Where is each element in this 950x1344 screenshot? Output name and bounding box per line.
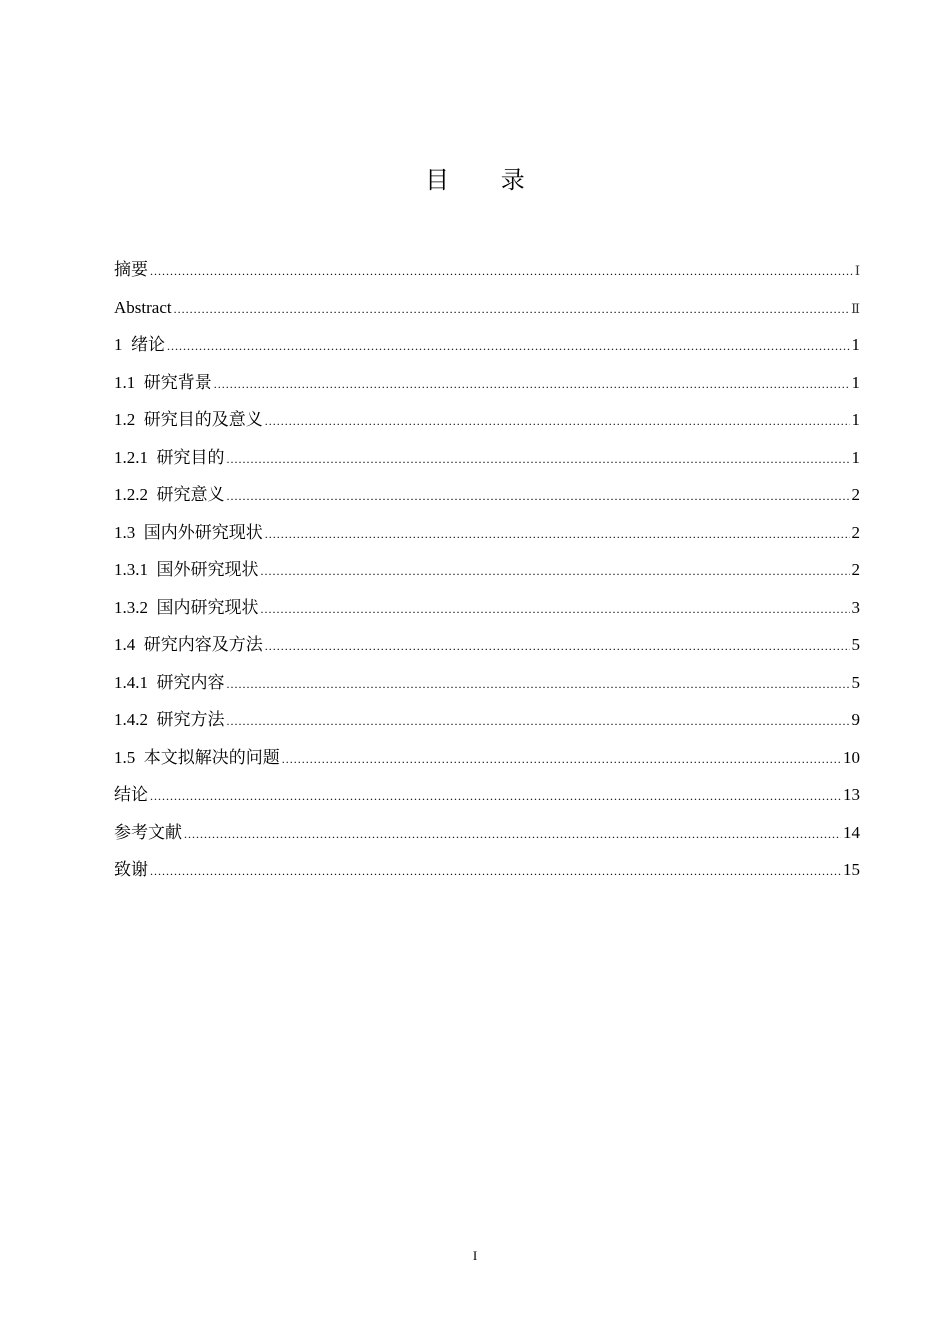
toc-entry[interactable] [114,558,860,596]
toc-entry[interactable] [114,483,860,521]
toc-entry-label: 结论 [114,785,148,804]
toc-entry-page: 10 [843,747,860,767]
toc-entry-page: 14 [843,822,860,842]
toc-entry[interactable] [114,333,860,371]
toc-entry-label: 1.4.2 研究方法 [114,710,225,729]
toc-entry[interactable] [114,446,860,484]
toc-leader-dots [227,447,850,471]
toc-entry-page: Ⅰ [854,263,860,278]
toc-entry-label: 1.2 研究目的及意义 [114,410,263,429]
toc-list [114,258,860,896]
toc-entry-label: 1.4 研究内容及方法 [114,635,263,654]
toc-entry-page: Ⅱ [851,300,860,316]
toc-entry-label: 1.4.1 研究内容 [114,672,225,692]
toc-entry-label: 1.2.2 研究意义 [114,485,225,504]
toc-leader-dots [174,297,850,321]
toc-leader-dots [227,709,850,733]
toc-leader-dots [227,672,850,696]
toc-leader-dots [150,784,841,808]
toc-entry-page: 1 [851,410,860,429]
toc-entry[interactable] [114,821,860,859]
toc-entry-label: 1.3.2 国内研究现状 [114,597,259,617]
toc-entry-page: 2 [851,560,860,579]
toc-leader-dots [167,334,850,358]
toc-entry[interactable] [114,596,860,634]
toc-entry-page: 15 [843,860,860,879]
toc-leader-dots [227,484,850,508]
toc-leader-dots [261,597,850,621]
toc-entry[interactable] [114,633,860,671]
toc-leader-dots [150,859,841,883]
toc-entry-page: 1 [851,335,860,354]
toc-leader-dots [265,634,850,658]
toc-entry-page: 3 [851,597,860,617]
toc-entry[interactable] [114,521,860,559]
toc-entry-page: 2 [851,485,860,504]
toc-entry-label: 1 绪论 [114,335,165,354]
toc-entry-page: 2 [851,522,860,542]
toc-leader-dots [150,259,853,283]
toc-title: 目 录 [425,166,547,194]
toc-entry-label: Abstract [114,297,172,317]
toc-entry-label: 1.3.1 国外研究现状 [114,560,259,579]
toc-entry-label: 致谢 [114,860,148,879]
toc-entry[interactable] [114,783,860,821]
toc-entry-page: 1 [851,372,860,392]
toc-entry-page: 13 [843,785,860,804]
toc-entry[interactable] [114,258,860,296]
toc-entry-page: 5 [851,635,860,654]
toc-entry-label: 1.5 本文拟解决的问题 [114,747,280,767]
toc-entry[interactable] [114,671,860,709]
toc-entry-page: 9 [851,710,860,729]
toc-entry[interactable] [114,746,860,784]
toc-entry[interactable] [114,296,860,334]
page-number: I [472,1248,478,1263]
toc-entry[interactable] [114,708,860,746]
toc-leader-dots [282,747,841,771]
toc-entry-label: 参考文献 [114,822,182,842]
toc-leader-dots [261,559,850,583]
toc-entry[interactable] [114,408,860,446]
toc-entry-page: 1 [851,447,860,467]
toc-leader-dots [184,822,841,846]
toc-entry[interactable] [114,858,860,896]
toc-entry-label: 1.2.1 研究目的 [114,447,225,467]
toc-entry-label: 摘要 [114,260,148,279]
toc-leader-dots [265,522,850,546]
toc-leader-dots [214,372,850,396]
toc-entry-page: 5 [851,672,860,692]
toc-entry-label: 1.1 研究背景 [114,372,212,392]
toc-entry[interactable] [114,371,860,409]
toc-leader-dots [265,409,850,433]
toc-entry-label: 1.3 国内外研究现状 [114,522,263,542]
